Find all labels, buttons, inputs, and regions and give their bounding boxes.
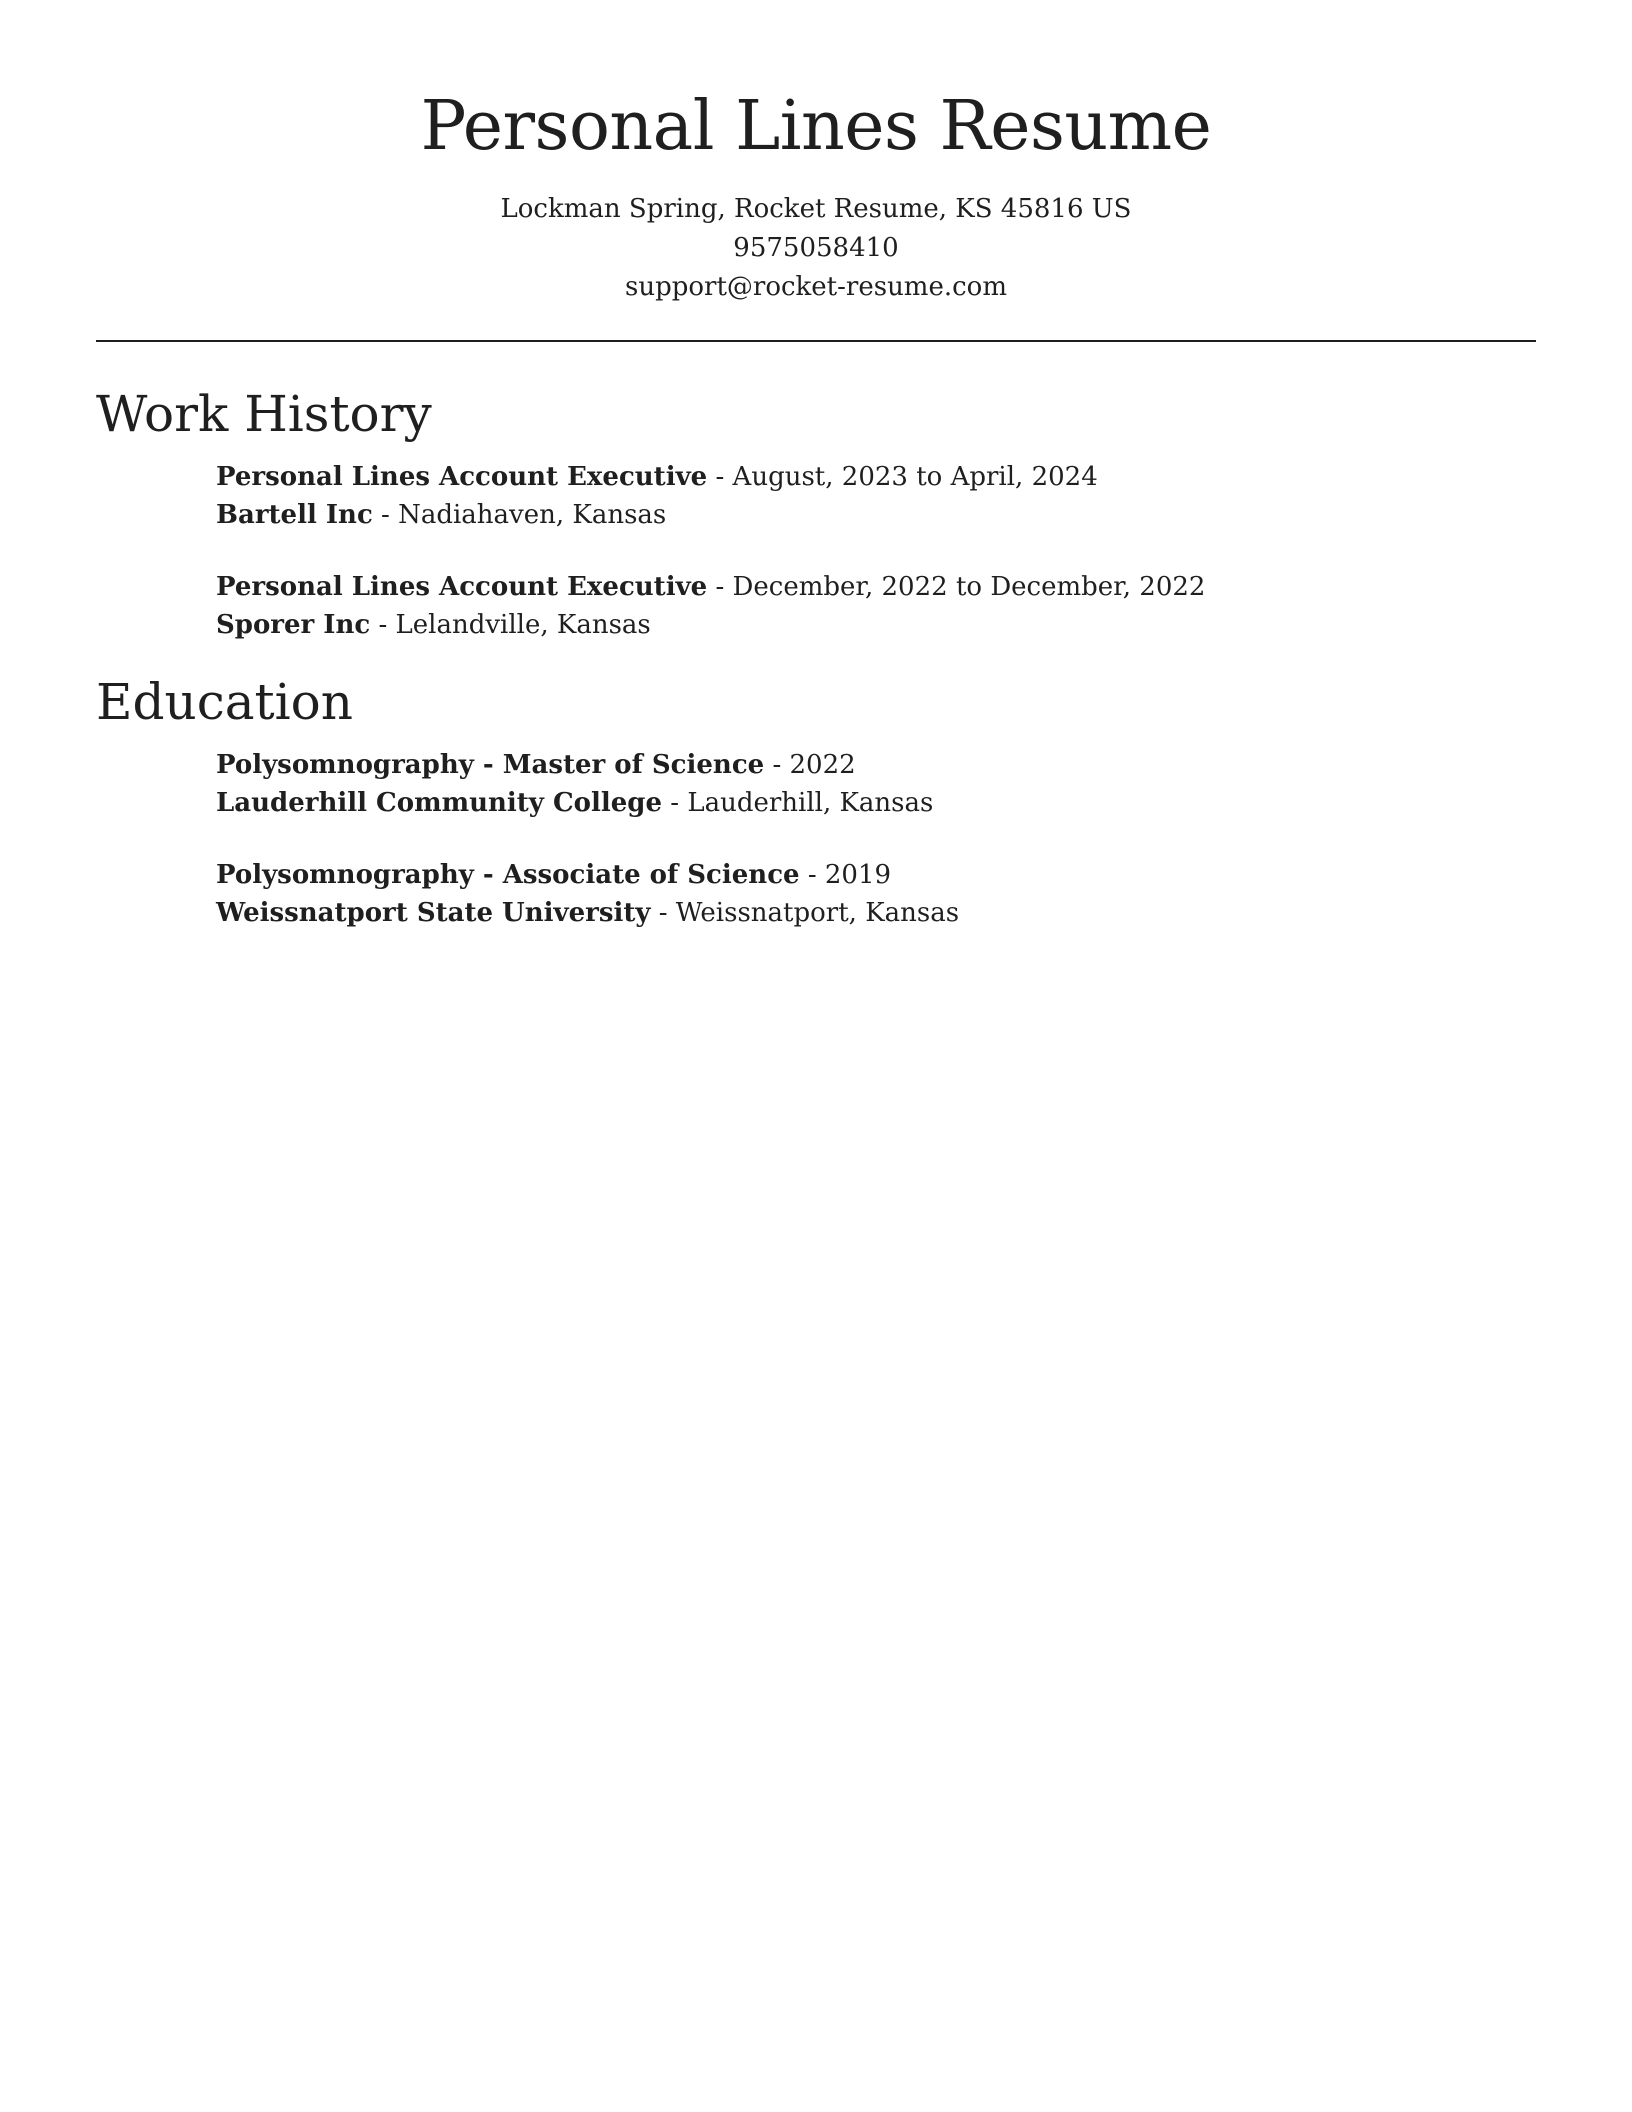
work-dates: - August, 2023 to April, 2024: [707, 462, 1098, 492]
work-dates: - December, 2022 to December, 2022: [707, 572, 1206, 602]
education-entry-school-line: [216, 784, 1536, 822]
work-company: Bartell Inc: [216, 500, 373, 530]
education-school: Weissnatport State University: [216, 898, 651, 928]
work-company: Sporer Inc: [216, 610, 371, 640]
education-entry-degree-line: [216, 746, 1536, 784]
header-divider: [96, 340, 1536, 342]
resume-title: Personal Lines Resume: [420, 87, 1212, 166]
work-history-list: [96, 458, 1536, 644]
contact-address: Lockman Spring, Rocket Resume, KS 45816 US: [500, 194, 1132, 224]
contact-email: support@rocket-resume.com: [624, 272, 1007, 302]
work-position: Personal Lines Account Executive: [216, 462, 708, 492]
education-entry-school-line: [216, 894, 1536, 932]
education-location: - Weissnatport, Kansas: [650, 898, 960, 928]
work-entry-company-line: [216, 606, 1536, 644]
education-list: [96, 746, 1536, 932]
education-entry: [216, 746, 1536, 822]
education-year: - 2022: [764, 750, 856, 780]
work-entry: [216, 458, 1536, 534]
resume-header: [96, 0, 1536, 307]
resume-page: [96, 0, 1536, 932]
education-degree: - Master of Science: [473, 750, 765, 780]
education-field: Polysomnography: [216, 860, 474, 890]
education-entry-degree-line: [216, 856, 1536, 894]
education-location: - Lauderhill, Kansas: [662, 788, 934, 818]
work-entry-title-line: [216, 458, 1536, 496]
education-degree: - Associate of Science: [473, 860, 800, 890]
contact-phone: 9575058410: [733, 233, 899, 263]
education-heading: Education: [96, 673, 353, 731]
work-location: - Nadiahaven, Kansas: [372, 500, 667, 530]
education-field: Polysomnography: [216, 750, 474, 780]
education-year: - 2019: [799, 860, 892, 890]
education-school: Lauderhill Community College: [216, 788, 662, 818]
work-position: Personal Lines Account Executive: [216, 572, 708, 602]
work-entry-company-line: [216, 496, 1536, 534]
work-location: - Lelandville, Kansas: [370, 610, 651, 640]
education-entry: [216, 856, 1536, 932]
work-entry: [216, 568, 1536, 644]
work-entry-title-line: [216, 568, 1536, 606]
contact-info: [96, 190, 1536, 307]
work-history-heading: Work History: [96, 385, 432, 443]
